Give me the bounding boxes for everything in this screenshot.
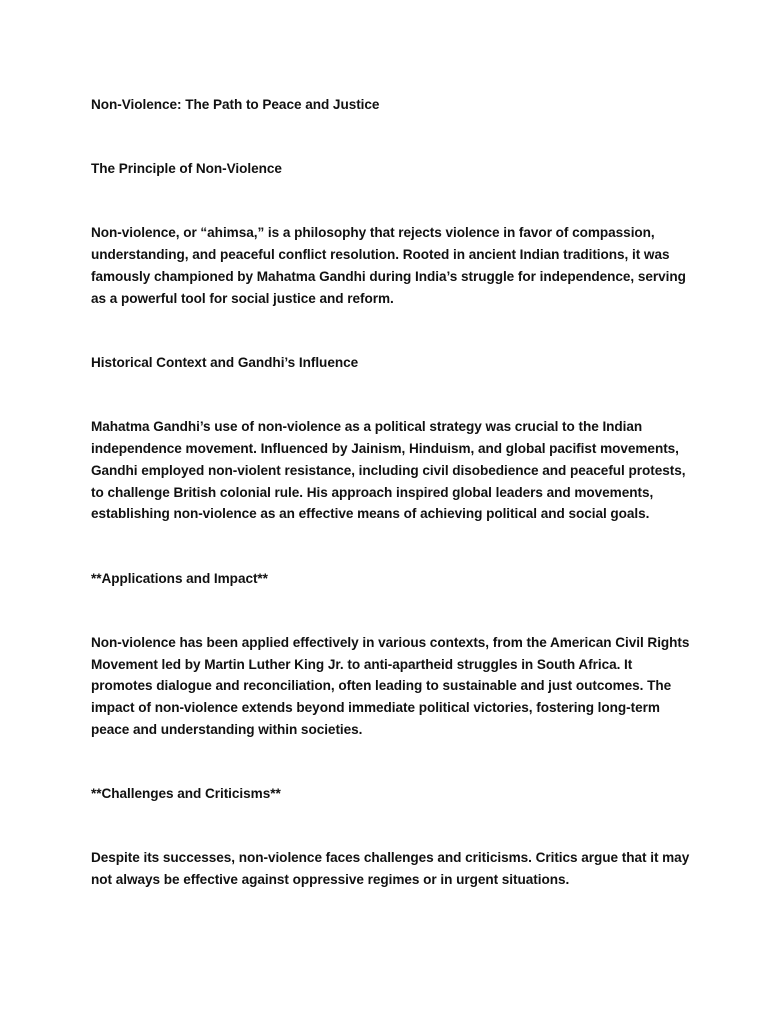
spacer [91,180,691,222]
section-heading-applications: **Applications and Impact** [91,570,268,586]
section-heading-history: Historical Context and Gandhi’s Influence [91,354,359,370]
paragraph-applications: Non-violence has been applied effectively in various contexts, from the American Civil Rights Movement led by Martin Luther King Jr. to anti-apartheid struggles in South Africa. It promotes dialogue and reconciliation, often leading to sustainable and just outcomes. The impact of non-violence extends beyond immediate political victories, fostering long-term peace and understanding within societies. [91,634,690,737]
spacer [91,589,691,631]
document-body [91,94,691,891]
spacer [91,741,691,783]
section-heading-challenges: **Challenges and Criticisms** [91,786,281,802]
spacer [91,374,691,416]
spacer [91,805,691,847]
paragraph-principle: Non-violence, or “ahimsa,” is a philosophy that rejects violence in favor of compassion, understanding, and peaceful conflict resolution. Rooted in ancient Indian traditions, it was famously championed by Mahatma Gandhi during India’s struggle for independence, serving as a powerful tool for social justice and reform. [91,225,686,306]
section-heading-principle: The Principle of Non-Violence [91,161,282,177]
spacer [91,310,691,352]
spacer [91,525,691,567]
paragraph-history: Mahatma Gandhi’s use of non-violence as a political strategy was crucial to the Indian independence movement. Influenced by Jainism, Hinduism, and global pacifist movements, Gandhi employed non-violent resistance, including civil disobedience and peaceful protests, to challenge British colonial rule. His approach inspired global leaders and movements, establishing non-violence as an effective means of achieving political and social goals. [91,419,686,522]
paragraph-challenges: Despite its successes, non-violence faces challenges and criticisms. Critics argue that it may not always be effective against oppressive regimes or in urgent situations. [91,850,690,888]
document-title: Non-Violence: The Path to Peace and Justice [91,97,380,112]
spacer [91,116,691,158]
